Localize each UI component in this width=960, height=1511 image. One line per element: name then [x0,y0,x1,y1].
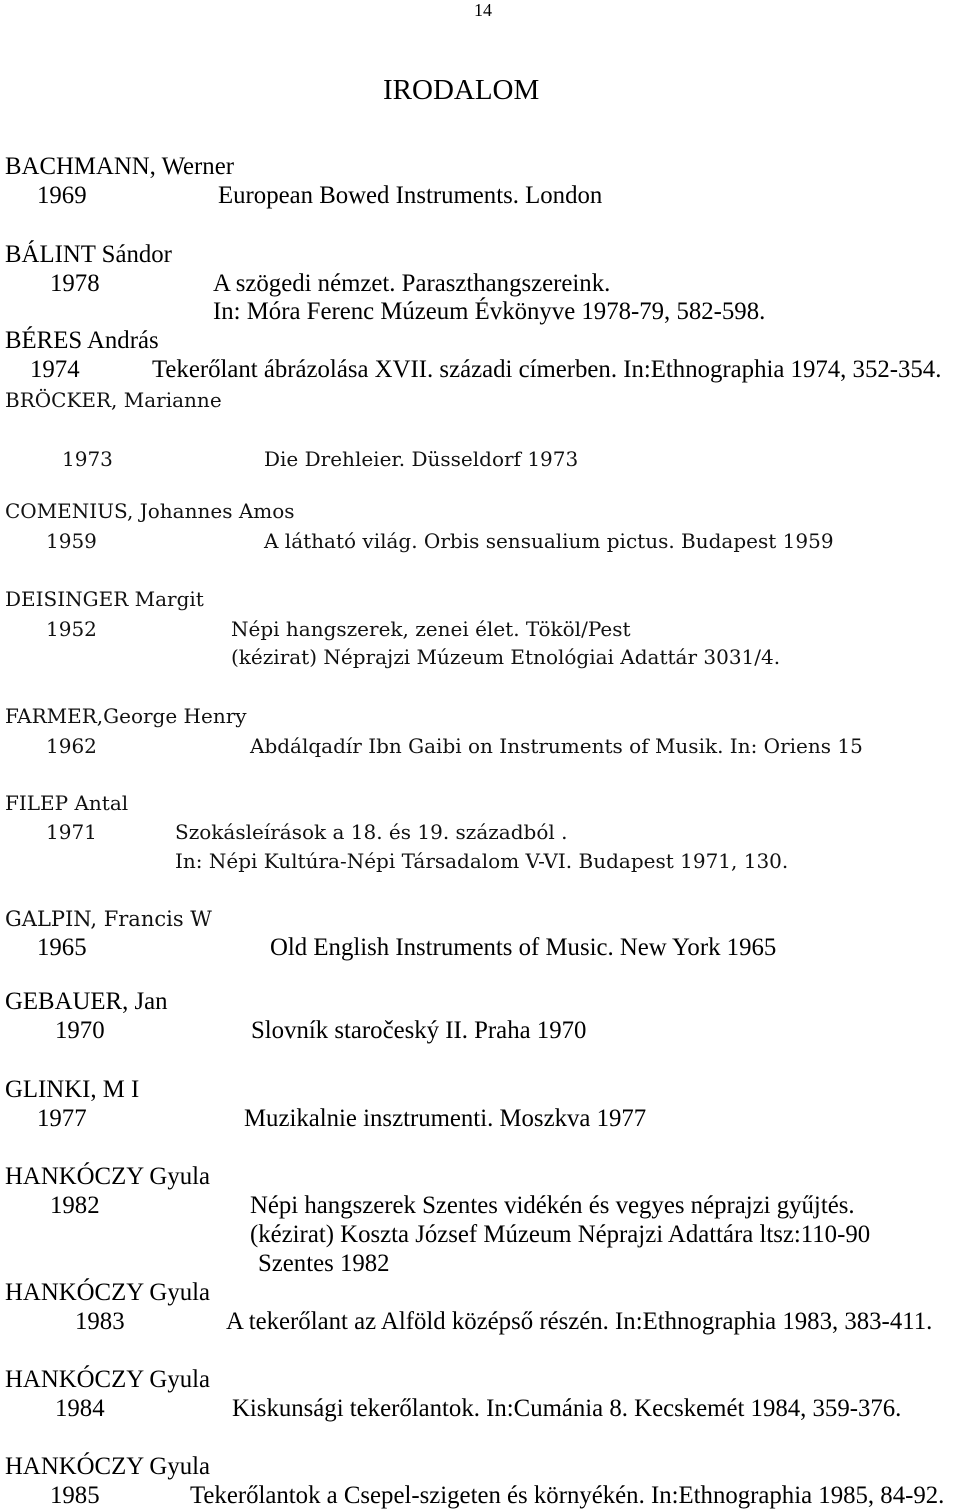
entry-author: BÁLINT Sándor [5,241,172,268]
entry-author: BRÖCKER, Marianne [5,388,222,412]
entry-author: BÉRES András [5,327,159,354]
entry-author: HANKÓCZY Gyula [5,1366,211,1393]
entry-citation-line: In: Móra Ferenc Múzeum Évkönyve 1978-79, 582-598. [213,298,766,325]
entry-author: BACHMANN, Werner [5,153,234,180]
entry-author: HANKÓCZY Gyula [5,1163,211,1190]
entry-year: 1982 [50,1192,100,1219]
entry-citation-line: Tekerőlantok a Csepel-szigeten és környékén. In:Ethnographia 1985, 84-92. [190,1482,945,1509]
entry-year: 1977 [37,1105,87,1132]
entry-author: GEBAUER, Jan [5,988,168,1015]
entry-author: GALPIN, Francis W [5,907,212,931]
entry-citation-line: Szokásleírások a 18. és 19. századból . [175,820,568,844]
entry-citation-line: European Bowed Instruments. London [218,182,603,209]
entry-year: 1970 [55,1017,105,1044]
entry-year: 1978 [50,270,100,297]
entry-year: 1959 [46,529,97,553]
entry-year: 1952 [46,617,97,641]
entry-year: 1985 [50,1482,100,1509]
entry-year: 1973 [62,447,113,471]
entry-author: HANKÓCZY Gyula [5,1279,211,1306]
entry-year: 1971 [46,820,97,844]
entry-year: 1969 [37,182,87,209]
entry-citation-line: (kézirat) Koszta József Múzeum Néprajzi Adattára ltsz:110-90 [250,1221,871,1248]
entry-author: FILEP Antal [5,791,129,815]
entry-citation-line: Slovník staročeský II. Praha 1970 [251,1017,587,1044]
entry-citation-line: Die Drehleier. Düsseldorf 1973 [264,447,579,471]
page-number: 14 [474,0,492,20]
entry-citation-line: A tekerőlant az Alföld középső részén. In:Ethnographia 1983, 383-411. [226,1308,933,1335]
entry-year: 1974 [30,356,80,383]
entry-author: COMENIUS, Johannes Amos [5,499,295,523]
entry-citation-line: A látható világ. Orbis sensualium pictus. Budapest 1959 [264,529,834,553]
entry-citation-line: Kiskunsági tekerőlantok. In:Cumánia 8. Kecskemét 1984, 359-376. [232,1395,902,1422]
entry-citation-line: Abdálqadír Ibn Gaibi on Instruments of Musik. In: Oriens 15 [250,734,863,758]
entry-year: 1965 [37,934,87,961]
entry-citation-line: Népi hangszerek, zenei élet. Tököl/Pest [231,617,631,641]
section-title: IRODALOM [383,74,540,106]
entry-citation-line: (kézirat) Néprajzi Múzeum Etnológiai Adattár 3031/4. [231,645,781,669]
entry-author: DEISINGER Margit [5,587,204,611]
entry-citation-line: Népi hangszerek Szentes vidékén és vegyes néprajzi gyűjtés. [250,1192,855,1219]
entry-citation-line: Old English Instruments of Music. New York 1965 [270,934,777,961]
entry-citation-line: A szögedi némzet. Paraszthangszereink. [213,270,611,297]
entry-author: HANKÓCZY Gyula [5,1453,211,1480]
entry-citation-line: Szentes 1982 [258,1250,390,1277]
entry-citation-line: Muzikalnie insztrumenti. Moszkva 1977 [244,1105,647,1132]
entry-citation-line: In: Népi Kultúra-Népi Társadalom V-VI. Budapest 1971, 130. [175,849,789,873]
entry-citation-line: Tekerőlant ábrázolása XVII. századi címerben. In:Ethnographia 1974, 352-354. [152,356,942,383]
entry-year: 1962 [46,734,97,758]
entry-year: 1984 [55,1395,105,1422]
entry-author: FARMER,George Henry [5,704,247,728]
entry-year: 1983 [75,1308,125,1335]
entry-author: GLINKI, M I [5,1076,140,1103]
